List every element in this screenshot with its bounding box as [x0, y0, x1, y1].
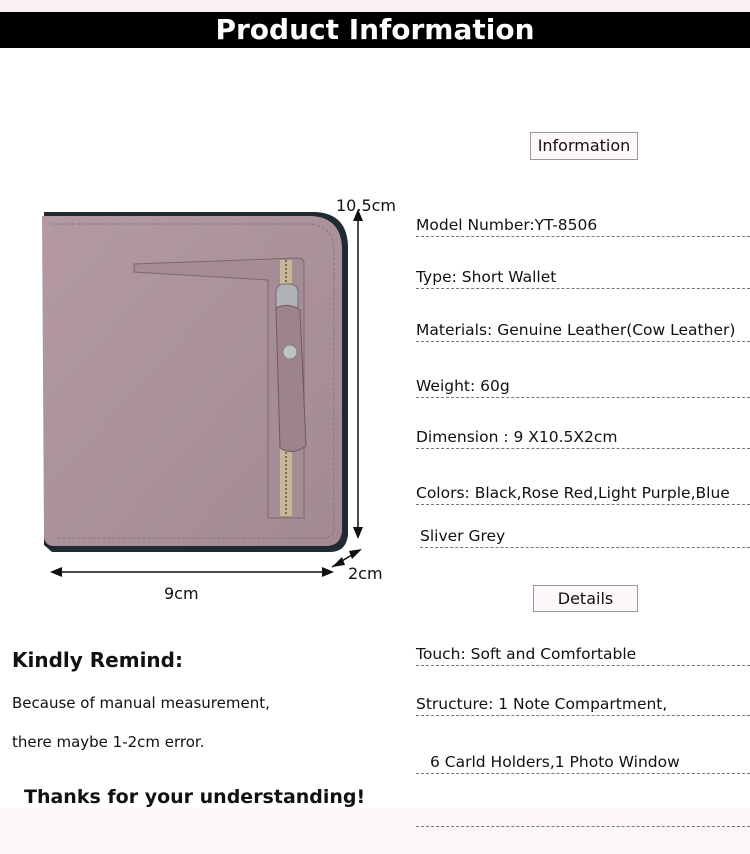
spec-touch: Touch: Soft and Comfortable	[416, 643, 750, 666]
page-title: Product Information	[0, 12, 750, 48]
depth-label: 2cm	[348, 564, 383, 583]
spec-colors-continued: Sliver Grey	[420, 525, 750, 548]
spec-weight: Weight: 60g	[416, 375, 750, 398]
spec-type: Type: Short Wallet	[416, 266, 750, 289]
spec-materials: Materials: Genuine Leather(Cow Leather)	[416, 319, 750, 342]
spec-structure-continued: 6 Carld Holders,1 Photo Window	[416, 751, 750, 774]
spec-colors: Colors: Black,Rose Red,Light Purple,Blue	[416, 482, 750, 505]
dimension-arrows	[40, 205, 380, 595]
information-label: Information	[530, 132, 638, 160]
thanks-text: Thanks for your understanding!	[24, 786, 366, 808]
spec-dimension: Dimension : 9 X10.5X2cm	[416, 426, 750, 449]
spec-structure: Structure: 1 Note Compartment,	[416, 693, 750, 716]
height-label: 10.5cm	[336, 196, 397, 215]
thanks-band	[0, 808, 750, 854]
remind-title: Kindly Remind:	[12, 648, 183, 672]
details-label: Details	[533, 585, 638, 612]
spec-model: Model Number:YT-8506	[416, 214, 750, 237]
width-label: 9cm	[164, 584, 199, 603]
spec-empty-line	[416, 826, 750, 827]
remind-line-2: there maybe 1-2cm error.	[12, 733, 205, 751]
remind-line-1: Because of manual measurement,	[12, 694, 270, 712]
top-strip	[0, 0, 750, 12]
